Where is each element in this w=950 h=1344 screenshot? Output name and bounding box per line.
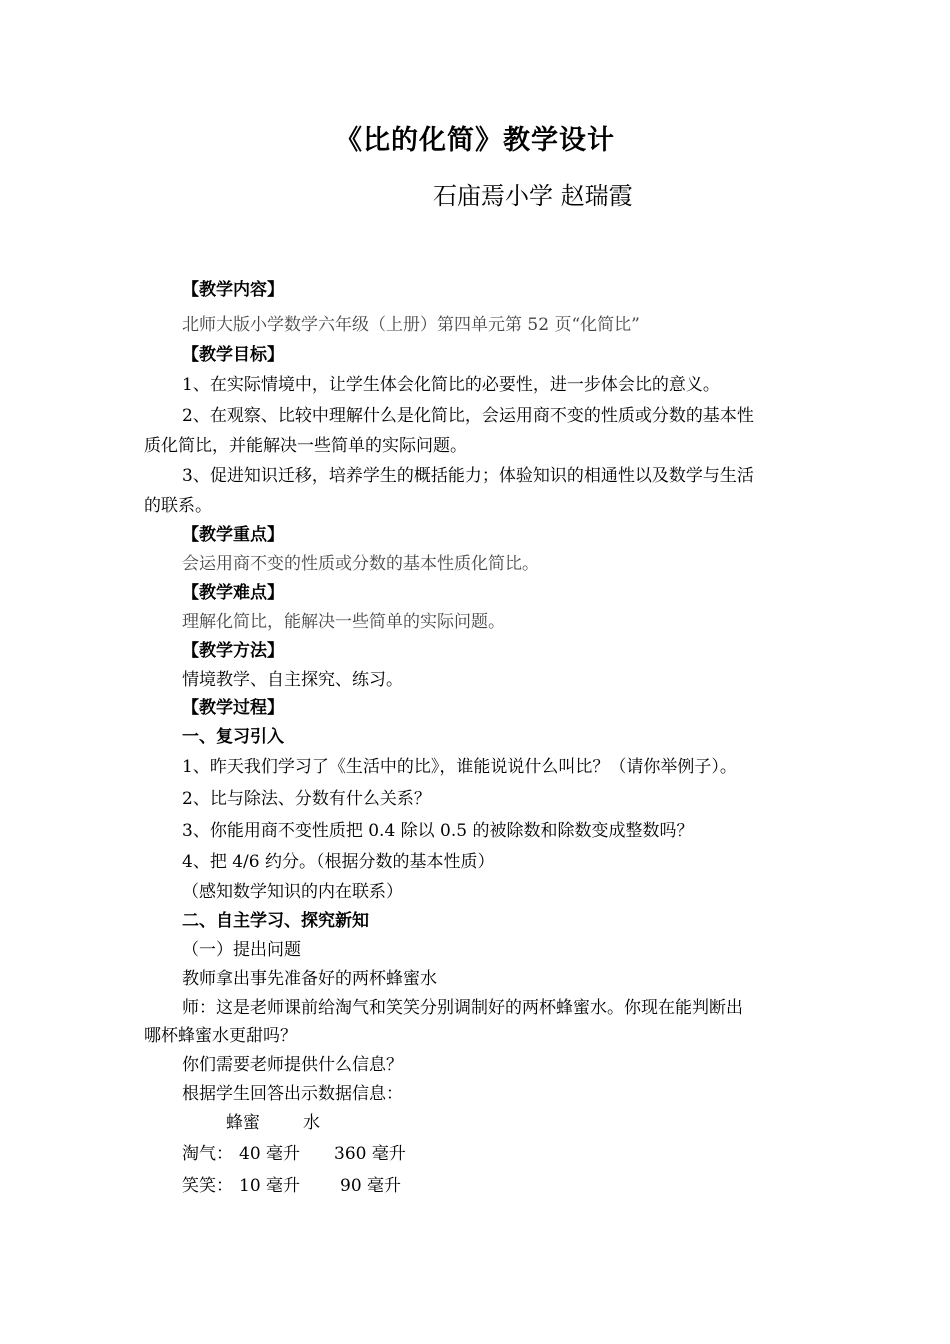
question-4: 4、把 4/6 约分。（根据分数的基本性质） xyxy=(182,852,495,872)
section-heading-key: 【教学重点】 xyxy=(182,525,284,545)
method-text: 情境教学、自主探究、练习。 xyxy=(182,670,403,690)
table-row-taoqi-name: 淘气： xyxy=(182,1144,233,1164)
key-text: 会运用商不变的性质或分数的基本性质化简比。 xyxy=(182,554,539,574)
paragraph-2-line-2: 哪杯蜂蜜水更甜吗？ xyxy=(144,1026,297,1046)
content-text: 北师大版小学数学六年级（上册）第四单元第 52 页“化简比” xyxy=(182,315,640,335)
goal-2-line-2: 质化简比，并能解决一些简单的实际问题。 xyxy=(144,436,467,456)
goal-3-line-1: 3、促进知识迁移，培养学生的概括能力；体验知识的相通性以及数学与生活 xyxy=(182,466,754,486)
part-2-heading: 二、自主学习、探究新知 xyxy=(182,911,369,931)
section-heading-method: 【教学方法】 xyxy=(182,641,284,661)
paragraph-2-line-1: 师：这是老师课前给淘气和笑笑分别调制好的两杯蜂蜜水。你现在能判断出 xyxy=(182,998,743,1018)
paragraph-3: 你们需要老师提供什么信息？ xyxy=(182,1055,403,1075)
note-1: （感知数学知识的内在联系） xyxy=(182,882,403,902)
table-header-honey: 蜂蜜 xyxy=(226,1113,260,1133)
part-1-heading: 一、复习引入 xyxy=(182,727,284,747)
section-heading-difficulty: 【教学难点】 xyxy=(182,583,284,603)
table-row-xiaoxiao-honey: 10 毫升 xyxy=(239,1176,301,1196)
author-line: 石庙焉小学 赵瑞霞 xyxy=(433,182,633,210)
table-row-taoqi-water: 360 毫升 xyxy=(334,1144,406,1164)
document-title: 《比的化简》教学设计 xyxy=(335,125,615,156)
table-header-water: 水 xyxy=(303,1113,320,1133)
question-2: 2、比与除法、分数有什么关系？ xyxy=(182,789,431,809)
difficulty-text: 理解化简比，能解决一些简单的实际问题。 xyxy=(182,612,505,632)
question-3: 3、你能用商不变性质把 0.4 除以 0.5 的被除数和除数变成整数吗？ xyxy=(182,821,694,841)
table-row-taoqi-honey: 40 毫升 xyxy=(239,1144,301,1164)
section-heading-goals: 【教学目标】 xyxy=(182,345,284,365)
table-row-xiaoxiao-name: 笑笑： xyxy=(182,1176,233,1196)
paragraph-4: 根据学生回答出示数据信息： xyxy=(182,1084,403,1104)
question-1: 1、昨天我们学习了《生活中的比》，谁能说说什么叫比？（请你举例子）。 xyxy=(182,757,737,777)
subsection-1: （一）提出问题 xyxy=(182,940,301,960)
section-heading-process: 【教学过程】 xyxy=(182,698,284,718)
goal-2-line-1: 2、在观察、比较中理解什么是化简比，会运用商不变的性质或分数的基本性 xyxy=(182,406,754,426)
goal-3-line-2: 的联系。 xyxy=(144,496,212,516)
goal-1: 1、在实际情境中，让学生体会化简比的必要性，进一步体会比的意义。 xyxy=(182,375,720,395)
paragraph-1: 教师拿出事先准备好的两杯蜂蜜水 xyxy=(182,969,437,989)
table-row-xiaoxiao-water: 90 毫升 xyxy=(340,1176,402,1196)
section-heading-content: 【教学内容】 xyxy=(182,280,284,300)
